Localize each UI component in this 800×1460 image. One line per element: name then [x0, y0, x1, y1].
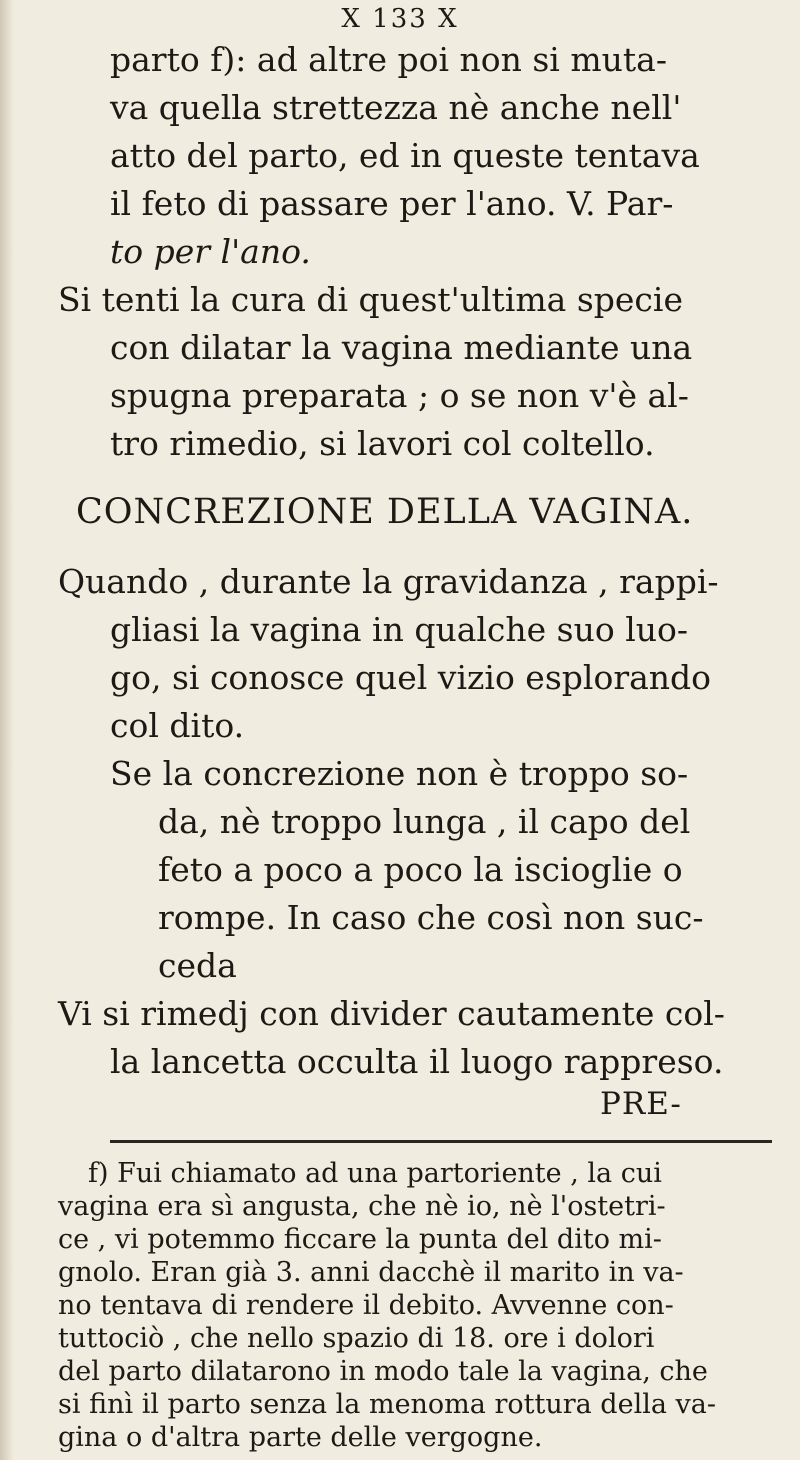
footnote-line: tuttociò , che nello spazio di 18. ore i dolori	[58, 1323, 655, 1354]
section-line: Vi si rimedj con divider cautamente col-	[58, 994, 725, 1033]
footnote-line: del parto dilatarono in modo tale la vagina, che	[58, 1356, 708, 1387]
footnote-line: ce , vi potemmo ficcare la punta del dito mi-	[58, 1224, 662, 1255]
body-line: atto del parto, ed in queste tentava	[110, 136, 700, 175]
section-line: Quando , durante la gravidanza , rappi-	[58, 562, 719, 601]
body-line: spugna preparata ; o se non v'è al-	[110, 376, 689, 415]
section-line: la lancetta occulta il luogo rappreso.	[110, 1042, 724, 1081]
footnote-line: si finì il parto senza la menoma rottura della va-	[58, 1389, 716, 1420]
body-line-crossref: to per l'ano.	[110, 232, 311, 271]
footnote-line: f) Fui chiamato ad una partoriente , la cui	[88, 1158, 662, 1189]
body-line: Si tenti la cura di quest'ultima specie	[58, 280, 683, 319]
body-line: va quella strettezza nè anche nell'	[110, 88, 682, 127]
footnote-line: gina o d'altra parte delle vergogne.	[58, 1422, 543, 1453]
section-line: col dito.	[110, 706, 245, 745]
section-line: go, si conosce quel vizio esplorando	[110, 658, 712, 697]
footnote-line: gnolo. Eran già 3. anni dacchè il marito in va-	[58, 1257, 684, 1288]
body-line: tro rimedio, si lavori col coltello.	[110, 424, 655, 463]
section-line: gliasi la vagina in qualche suo luo-	[110, 610, 689, 649]
section-heading: CONCREZIONE DELLA VAGINA.	[76, 492, 694, 532]
body-line: parto f): ad altre poi non si muta-	[110, 40, 667, 79]
footnote-line: no tentava di rendere il debito. Avvenne con-	[58, 1290, 674, 1321]
page-edge-shadow	[0, 0, 14, 1460]
section-line: da, nè troppo lunga , il capo del	[158, 802, 691, 841]
body-line: il feto di passare per l'ano. V. Par-	[110, 184, 674, 223]
footnote-rule	[110, 1140, 772, 1143]
footnote-line: vagina era sì angusta, che nè io, nè l'ostetri-	[58, 1191, 666, 1222]
catchword: PRE-	[600, 1086, 682, 1122]
section-line: Se la concrezione non è troppo so-	[110, 754, 689, 793]
section-line: rompe. In caso che così non suc-	[158, 898, 704, 937]
section-line: ceda	[158, 946, 237, 985]
page-number: X 133 X	[341, 4, 459, 34]
body-line: con dilatar la vagina mediante una	[110, 328, 693, 367]
section-line: feto a poco a poco la iscioglie o	[158, 850, 683, 889]
